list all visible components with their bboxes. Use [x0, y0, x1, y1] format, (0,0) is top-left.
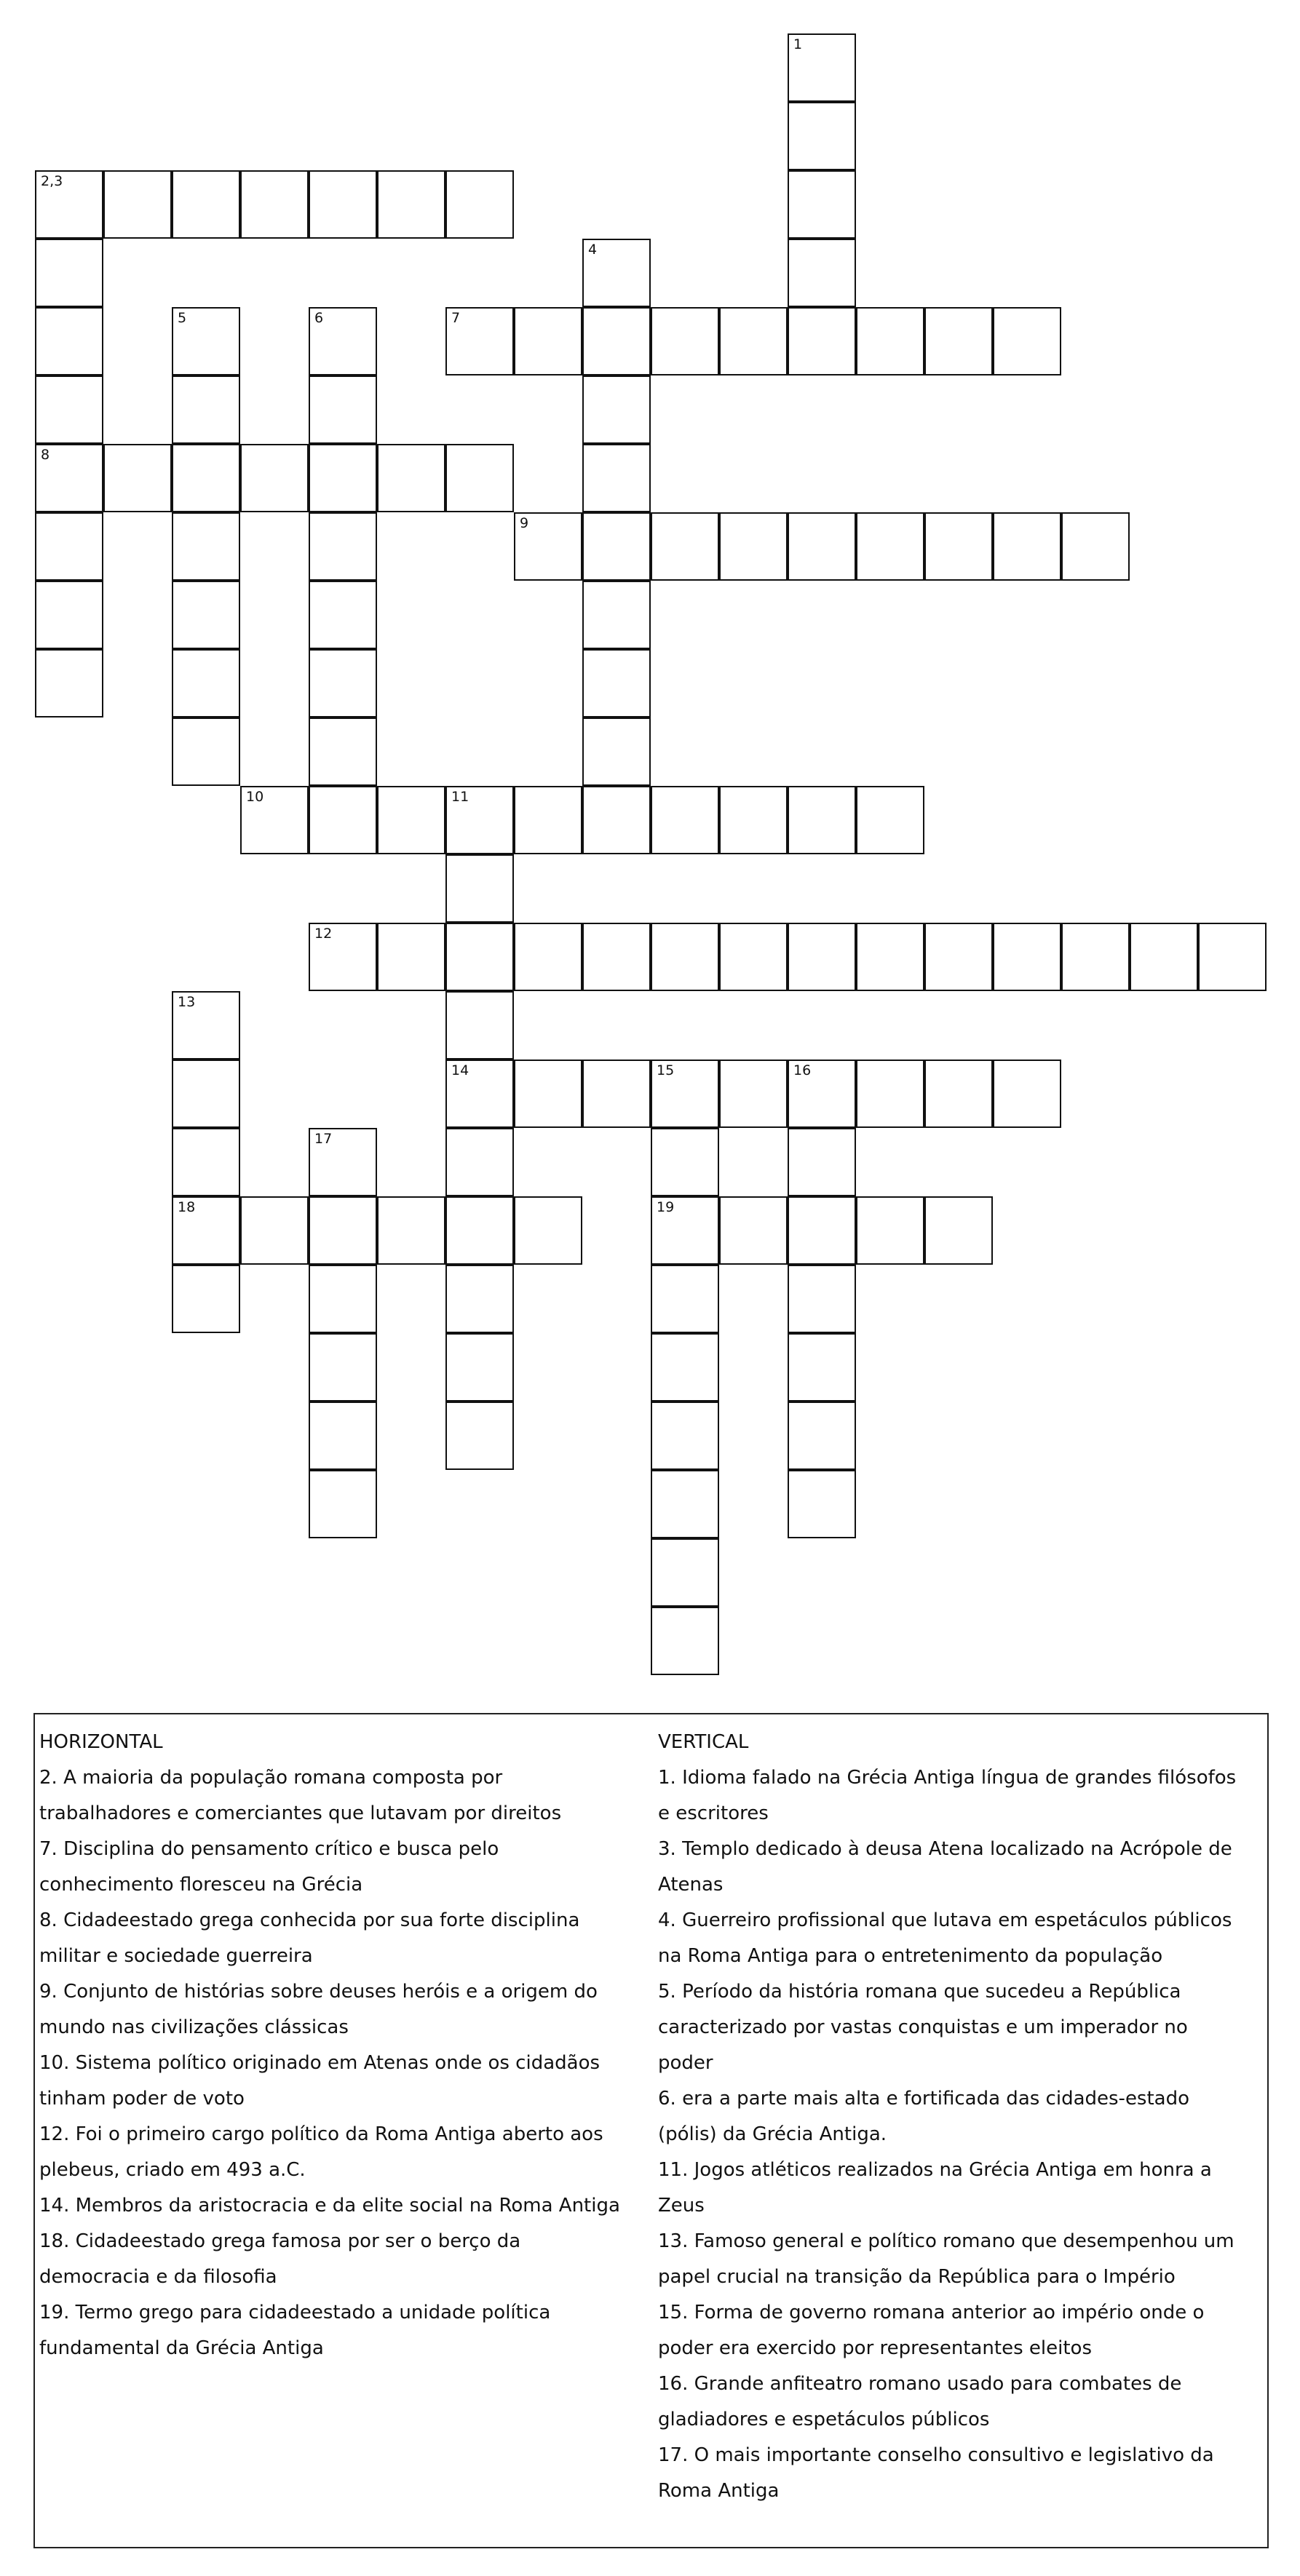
- grid-cell[interactable]: [924, 512, 993, 581]
- grid-cell[interactable]: [856, 923, 924, 991]
- clue-number: 2,3: [41, 173, 63, 189]
- grid-cell[interactable]: [719, 786, 788, 854]
- clue-number: 4: [588, 242, 598, 258]
- grid-cell[interactable]: [309, 717, 377, 786]
- clue-number: 9: [520, 515, 529, 531]
- grid-cell[interactable]: [377, 170, 445, 239]
- grid-cell[interactable]: [35, 512, 103, 581]
- clue-line: 11. Jogos atléticos realizados na Grécia Antiga em honra a: [658, 2159, 1212, 2181]
- clue-line: 12. Foi o primeiro cargo político da Roma Antiga aberto aos: [39, 2123, 603, 2145]
- clue-line: democracia e da filosofia: [39, 2266, 277, 2288]
- clue-number: 14: [451, 1062, 469, 1078]
- clue-number: 17: [314, 1131, 333, 1147]
- grid-cell[interactable]: [445, 923, 514, 991]
- grid-cell[interactable]: [788, 1128, 856, 1196]
- clue-line: 10. Sistema político originado em Atenas onde os cidadãos: [39, 2052, 601, 2074]
- clue-number: 1: [793, 36, 803, 52]
- grid-cell[interactable]: [309, 1265, 377, 1333]
- clue-number: 13: [178, 994, 196, 1010]
- clue-line: 14. Membros da aristocracia e da elite social na Roma Antiga: [39, 2195, 620, 2217]
- grid-cell[interactable]: [514, 1060, 582, 1128]
- clue-line: 19. Termo grego para cidadeestado a unidade política: [39, 2302, 551, 2323]
- grid-cell[interactable]: [856, 1060, 924, 1128]
- grid-cell[interactable]: [445, 854, 514, 923]
- clue-line: 3. Templo dedicado à deusa Atena localizado na Acrópole de: [658, 1838, 1232, 1860]
- grid-cell[interactable]: [856, 307, 924, 375]
- clue-number: 7: [451, 310, 461, 326]
- grid-cell[interactable]: [514, 923, 582, 991]
- grid-cell[interactable]: [172, 717, 240, 786]
- grid-cell[interactable]: [651, 512, 719, 581]
- grid-cell[interactable]: [309, 923, 377, 991]
- grid-cell[interactable]: [35, 170, 103, 239]
- grid-cell[interactable]: [240, 1196, 309, 1265]
- grid-cell[interactable]: [172, 1265, 240, 1333]
- grid-cell[interactable]: [172, 170, 240, 239]
- clue-line: 15. Forma de governo romana anterior ao império onde o: [658, 2302, 1205, 2323]
- grid-cell[interactable]: [582, 717, 651, 786]
- grid-cell[interactable]: [309, 1333, 377, 1402]
- clue-line: 13. Famoso general e político romano que desempenhou um: [658, 2230, 1234, 2252]
- vertical-title: VERTICAL: [658, 1731, 749, 1753]
- grid-cell[interactable]: [309, 1402, 377, 1470]
- grid-cell[interactable]: [788, 1470, 856, 1538]
- clue-line: caracterizado por vastas conquistas e um imperador no: [658, 2016, 1188, 2038]
- grid-cell[interactable]: [445, 1060, 514, 1128]
- grid-cell[interactable]: [993, 1060, 1061, 1128]
- grid-cell[interactable]: [651, 923, 719, 991]
- grid-cell[interactable]: [856, 512, 924, 581]
- grid-cell[interactable]: [582, 581, 651, 649]
- grid-cell[interactable]: [35, 307, 103, 375]
- grid-cell[interactable]: [172, 581, 240, 649]
- grid-cell[interactable]: [1198, 923, 1267, 991]
- grid-cell[interactable]: [651, 1060, 719, 1128]
- grid-cell[interactable]: [582, 375, 651, 444]
- grid-cell[interactable]: [788, 923, 856, 991]
- grid-cell[interactable]: [719, 1060, 788, 1128]
- grid-cell[interactable]: [993, 512, 1061, 581]
- grid-cell[interactable]: [35, 375, 103, 444]
- grid-cell[interactable]: [1130, 923, 1198, 991]
- grid-cell[interactable]: [788, 1265, 856, 1333]
- grid-cell[interactable]: [172, 512, 240, 581]
- grid-cell[interactable]: [309, 1470, 377, 1538]
- grid-cell[interactable]: [651, 786, 719, 854]
- clue-number: 8: [41, 447, 50, 463]
- grid-cell[interactable]: [582, 307, 651, 375]
- clue-line: militar e sociedade guerreira: [39, 1945, 313, 1967]
- grid-cell[interactable]: [445, 1128, 514, 1196]
- grid-cell[interactable]: [582, 923, 651, 991]
- grid-cell[interactable]: [514, 307, 582, 375]
- grid-cell[interactable]: [514, 786, 582, 854]
- grid-cell[interactable]: [719, 307, 788, 375]
- grid-cell[interactable]: [309, 1128, 377, 1196]
- grid-cell[interactable]: [788, 1333, 856, 1402]
- grid-cell[interactable]: [651, 1333, 719, 1402]
- grid-cell[interactable]: [172, 307, 240, 375]
- clue-number: 19: [657, 1199, 675, 1215]
- clue-number: 12: [314, 926, 333, 942]
- grid-cell[interactable]: [445, 991, 514, 1060]
- grid-cell[interactable]: [582, 444, 651, 512]
- grid-cell[interactable]: [172, 444, 240, 512]
- grid-cell[interactable]: [924, 1060, 993, 1128]
- clue-line: 1. Idioma falado na Grécia Antiga língua de grandes filósofos: [658, 1767, 1237, 1789]
- grid-cell[interactable]: [445, 786, 514, 854]
- clue-line: 7. Disciplina do pensamento crítico e busca pelo: [39, 1838, 499, 1860]
- grid-cell[interactable]: [582, 786, 651, 854]
- grid-cell[interactable]: [35, 444, 103, 512]
- clue-line: Roma Antiga: [658, 2480, 780, 2502]
- grid-cell[interactable]: [309, 581, 377, 649]
- clue-line: 4. Guerreiro profissional que lutava em espetáculos públicos: [658, 1909, 1232, 1931]
- clue-line: e escritores: [658, 1802, 769, 1824]
- grid-cell[interactable]: [719, 512, 788, 581]
- grid-cell[interactable]: [788, 1402, 856, 1470]
- clue-number: 5: [178, 310, 187, 326]
- grid-cell[interactable]: [582, 239, 651, 307]
- grid-cell[interactable]: [445, 1196, 514, 1265]
- horizontal-clues: [39, 1725, 643, 2366]
- grid-cell[interactable]: [103, 444, 172, 512]
- grid-cell[interactable]: [651, 1607, 719, 1675]
- grid-cell[interactable]: [582, 1060, 651, 1128]
- grid-cell[interactable]: [172, 649, 240, 717]
- grid-cell[interactable]: [514, 512, 582, 581]
- grid-cell[interactable]: [788, 239, 856, 307]
- grid-cell[interactable]: [240, 444, 309, 512]
- grid-cell[interactable]: [651, 1265, 719, 1333]
- clue-line: conhecimento floresceu na Grécia: [39, 1874, 363, 1896]
- grid-cell[interactable]: [445, 170, 514, 239]
- grid-cell[interactable]: [993, 307, 1061, 375]
- grid-cell[interactable]: [856, 1196, 924, 1265]
- grid-cell[interactable]: [924, 1196, 993, 1265]
- clue-number: 11: [451, 789, 469, 805]
- grid-cell[interactable]: [172, 1060, 240, 1128]
- clue-number: 6: [314, 310, 324, 326]
- clue-line: Atenas: [658, 1874, 724, 1896]
- grid-cell[interactable]: [309, 1196, 377, 1265]
- grid-cell[interactable]: [788, 170, 856, 239]
- grid-cell[interactable]: [651, 1196, 719, 1265]
- grid-cell[interactable]: [445, 444, 514, 512]
- grid-cell[interactable]: [582, 512, 651, 581]
- grid-cell[interactable]: [172, 1196, 240, 1265]
- grid-cell[interactable]: [35, 239, 103, 307]
- grid-cell[interactable]: [377, 444, 445, 512]
- clue-line: mundo nas civilizações clássicas: [39, 2016, 349, 2038]
- grid-cell[interactable]: [719, 1196, 788, 1265]
- clue-line: poder: [658, 2052, 713, 2074]
- grid-cell[interactable]: [309, 444, 377, 512]
- clue-line: fundamental da Grécia Antiga: [39, 2337, 324, 2359]
- grid-cell[interactable]: [309, 786, 377, 854]
- grid-cell[interactable]: [309, 170, 377, 239]
- clue-number: 10: [246, 789, 264, 805]
- grid-cell[interactable]: [651, 1538, 719, 1607]
- grid-cell[interactable]: [240, 170, 309, 239]
- clue-line: na Roma Antiga para o entretenimento da população: [658, 1945, 1163, 1967]
- grid-cell[interactable]: [651, 307, 719, 375]
- grid-cell[interactable]: [172, 991, 240, 1060]
- clue-line: 2. A maioria da população romana composta por: [39, 1767, 503, 1789]
- grid-cell[interactable]: [103, 170, 172, 239]
- clue-line: Zeus: [658, 2195, 705, 2217]
- clue-line: trabalhadores e comerciantes que lutavam por direitos: [39, 1802, 562, 1824]
- vertical-clues: [658, 1725, 1262, 2509]
- grid-cell[interactable]: [651, 1470, 719, 1538]
- grid-cell[interactable]: [514, 1196, 582, 1265]
- grid-cell[interactable]: [788, 102, 856, 170]
- grid-cell[interactable]: [788, 512, 856, 581]
- grid-cell[interactable]: [856, 786, 924, 854]
- grid-cell[interactable]: [309, 512, 377, 581]
- grid-cell[interactable]: [172, 1128, 240, 1196]
- clues-box: [33, 1713, 1269, 2548]
- grid-cell[interactable]: [1061, 923, 1130, 991]
- grid-cell[interactable]: [172, 375, 240, 444]
- grid-cell[interactable]: [788, 1060, 856, 1128]
- clue-number: 16: [793, 1062, 812, 1078]
- clue-line: poder era exercido por representantes eleitos: [658, 2337, 1092, 2359]
- grid-cell[interactable]: [377, 923, 445, 991]
- grid-cell[interactable]: [309, 307, 377, 375]
- grid-cell[interactable]: [788, 33, 856, 102]
- grid-cell[interactable]: [309, 649, 377, 717]
- grid-cell[interactable]: [651, 1402, 719, 1470]
- grid-cell[interactable]: [788, 786, 856, 854]
- clue-line: plebeus, criado em 493 a.C.: [39, 2159, 306, 2181]
- horizontal-title: HORIZONTAL: [39, 1731, 163, 1753]
- clue-line: 8. Cidadeestado grega conhecida por sua forte disciplina: [39, 1909, 580, 1931]
- clue-number: 18: [178, 1199, 196, 1215]
- clue-line: gladiadores e espetáculos públicos: [658, 2409, 990, 2430]
- clue-line: 6. era a parte mais alta e fortificada das cidades-estado: [658, 2088, 1190, 2110]
- clue-line: papel crucial na transição da República para o Império: [658, 2266, 1176, 2288]
- grid-cell[interactable]: [719, 923, 788, 991]
- clue-line: 9. Conjunto de histórias sobre deuses heróis e a origem do: [39, 1981, 598, 2003]
- grid-cell[interactable]: [1061, 512, 1130, 581]
- grid-cell[interactable]: [651, 1128, 719, 1196]
- grid-cell[interactable]: [924, 307, 993, 375]
- grid-cell[interactable]: [445, 1265, 514, 1333]
- clue-line: 16. Grande anfiteatro romano usado para combates de: [658, 2373, 1182, 2395]
- grid-cell[interactable]: [788, 307, 856, 375]
- grid-cell[interactable]: [309, 375, 377, 444]
- clue-line: 17. O mais importante conselho consultivo e legislativo da: [658, 2444, 1214, 2466]
- clue-line: 5. Período da história romana que sucedeu a República: [658, 1981, 1181, 2003]
- grid-cell[interactable]: [240, 786, 309, 854]
- grid-cell[interactable]: [377, 1196, 445, 1265]
- clue-line: tinham poder de voto: [39, 2088, 245, 2110]
- clue-line: (pólis) da Grécia Antiga.: [658, 2123, 887, 2145]
- grid-cell[interactable]: [445, 1333, 514, 1402]
- grid-cell[interactable]: [582, 649, 651, 717]
- grid-cell[interactable]: [35, 581, 103, 649]
- grid-cell[interactable]: [377, 786, 445, 854]
- grid-cell[interactable]: [993, 923, 1061, 991]
- grid-cell[interactable]: [445, 307, 514, 375]
- grid-cell[interactable]: [445, 1402, 514, 1470]
- grid-cell[interactable]: [788, 1196, 856, 1265]
- grid-cell[interactable]: [35, 649, 103, 717]
- grid-cell[interactable]: [924, 923, 993, 991]
- clue-number: 15: [657, 1062, 675, 1078]
- clue-line: 18. Cidadeestado grega famosa por ser o berço da: [39, 2230, 521, 2252]
